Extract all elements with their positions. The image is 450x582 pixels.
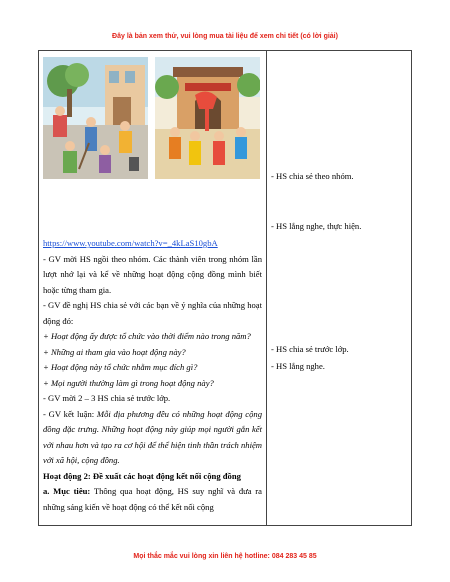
question-participants: + Những ai tham gia vào hoạt động này?	[43, 346, 186, 357]
student-note-3: - HS chia sẻ trước lớp.	[271, 344, 349, 354]
teacher-conclusion	[43, 407, 262, 469]
question-activities: + Mọi người thường làm gì trong hoạt động này?	[43, 377, 214, 388]
illustrations	[43, 57, 263, 181]
instruction-group-work: - GV mời HS ngồi theo nhóm. Các thành viên trong nhóm lần lượt nhớ lại và kể về những hoạt động cộng đồng mình biết hoặc từng tham gia.	[43, 253, 262, 295]
objective-paragraph	[43, 484, 262, 515]
student-note-2: - HS lắng nghe, thực hiện.	[271, 221, 362, 231]
objective-letter: a	[43, 486, 48, 496]
student-note-4: - HS lắng nghe.	[271, 361, 325, 371]
instruction-share-class: - GV mời 2 – 3 HS chia sẻ trước lớp.	[43, 393, 171, 403]
conclusion-lead: - GV kết luận:	[43, 408, 97, 419]
question-purpose: + Hoạt động này tổ chức nhằm mục đích gì?	[43, 362, 198, 372]
teacher-activities-text	[43, 236, 262, 515]
activity-heading: Hoạt động 2: Đề xuất các hoạt động kết nối cộng đồng	[43, 470, 241, 481]
objective-text: Thông qua hoạt động, HS suy nghĩ và đưa ra những sáng kiến về hoạt động có thể kết nối cộng	[43, 486, 262, 512]
community-cleanup-illustration	[43, 57, 148, 179]
teacher-activities-column	[39, 51, 266, 525]
student-activities-column	[267, 51, 412, 525]
objective-label: . Mục tiêu:	[47, 486, 91, 496]
preview-banner: Đây là bản xem thử, vui lòng mua tài liệu để xem chi tiết (có lời giải)	[112, 33, 338, 40]
village-festival-illustration	[155, 57, 260, 179]
lesson-table	[38, 50, 412, 526]
instruction-share-meaning: - GV đề nghị HS chia sẻ với các bạn về ý nghĩa của những hoạt động đó:	[43, 300, 262, 326]
conclusion-body: Mỗi địa phương đều có những hoạt động cộng đồng đặc trưng. Những hoạt động này giúp mọi người gắn kết với nhau hơn và tạo ra cơ hội để thể hiện tinh thần trách nhiệm với xã hội, cộng đồng.	[43, 408, 262, 465]
video-link[interactable]: https://www.youtube.com/watch?v=_4kLaS10gbA	[43, 238, 218, 248]
student-note-1: - HS chia sẻ theo nhóm.	[271, 171, 354, 181]
hotline-banner: Mọi thắc mắc vui lòng xin liên hệ hotline: 084 283 45 85	[133, 553, 317, 560]
question-time: + Hoạt động ấy được tổ chức vào thời điểm nào trong năm?	[43, 331, 251, 341]
